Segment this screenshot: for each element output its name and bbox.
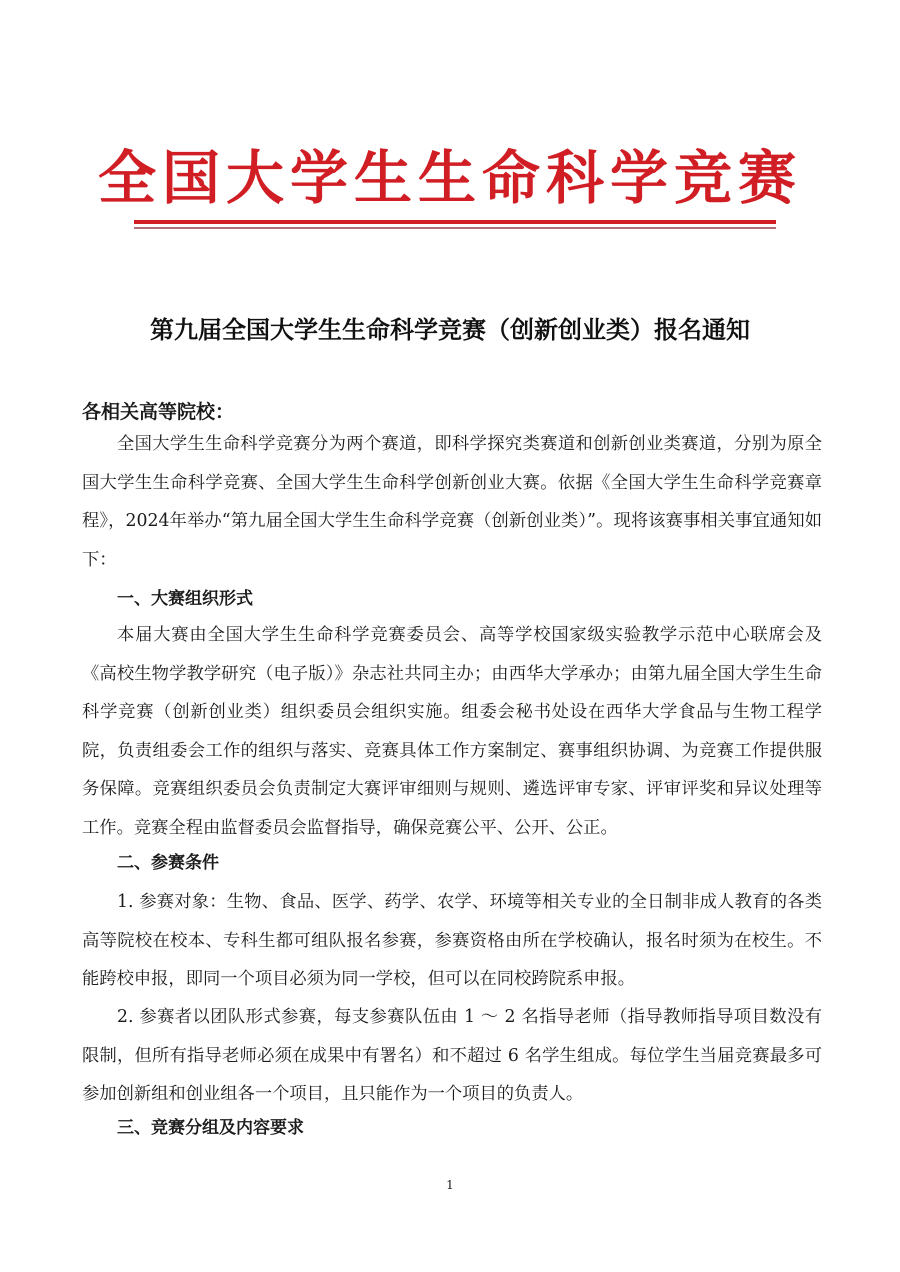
banner-title: 全国大学生生命科学竞赛 [97, 144, 802, 212]
banner-rule-thin [134, 227, 776, 229]
section-heading-3: 三、竞赛分组及内容要求 [117, 1118, 304, 1138]
section-heading-2: 二、参赛条件 [117, 853, 219, 873]
banner-rule-thick [134, 220, 776, 224]
section-2-paragraph-2: 2. 参赛者以团队形式参赛，每支参赛队伍由 1 ～ 2 名指导老师（指导教师指导项目数没有限制，但所有指导老师必须在成果中有署名）和不超过 6 名学生组成。每位学生当届竞赛最多可参加创新组和创业组各一个项目，且只能作为一个项目的负责人。 [82, 1007, 822, 1104]
section-2-paragraph-1: 1. 参赛对象：生物、食品、医学、药学、农学、环境等相关专业的全日制非成人教育的各类高等院校在校本、专科生都可组队报名参赛，参赛资格由所在学校确认，报名时须为在校生。不能跨校申报，即同一个项目必须为同一学校，但可以在同校跨院系申报。 [82, 892, 822, 989]
section-1-paragraph-1: 本届大赛由全国大学生生命科学竞赛委员会、高等学校国家级实验教学示范中心联席会及《高校生物学教学研究（电子版）》杂志社共同主办；由西华大学承办；由第九届全国大学生生命科学竞赛（创新创业类）组织委员会组织实施。组委会秘书处设在西华大学食品与生物工程学院，负责组委会工作的组织与落实、竞赛具体工作方案制定、赛事组织协调、为竞赛工作提供服务保障。竞赛组织委员会负责制定大赛评审细则与规则、遴选评审专家、评审评奖和异议处理等工作。竞赛全程由监督委员会监督指导，确保竞赛公平、公开、公正。 [82, 625, 822, 838]
section-heading-1: 一、大赛组织形式 [117, 589, 253, 609]
salutation: 各相关高等院校： [82, 401, 235, 423]
intro-paragraph: 全国大学生生命科学竞赛分为两个赛道，即科学探究类赛道和创新创业类赛道，分别为原全国大学生生命科学竞赛、全国大学生生命科学创新创业大赛。依据《全国大学生生命科学竞赛章程》，2024年举办“第九届全国大学生生命科学竞赛（创新创业类）”。现将该赛事相关事宜通知如下： [82, 434, 822, 570]
page-number: 1 [446, 1178, 454, 1192]
document-title: 第九届全国大学生生命科学竞赛（创新创业类）报名通知 [150, 316, 750, 344]
